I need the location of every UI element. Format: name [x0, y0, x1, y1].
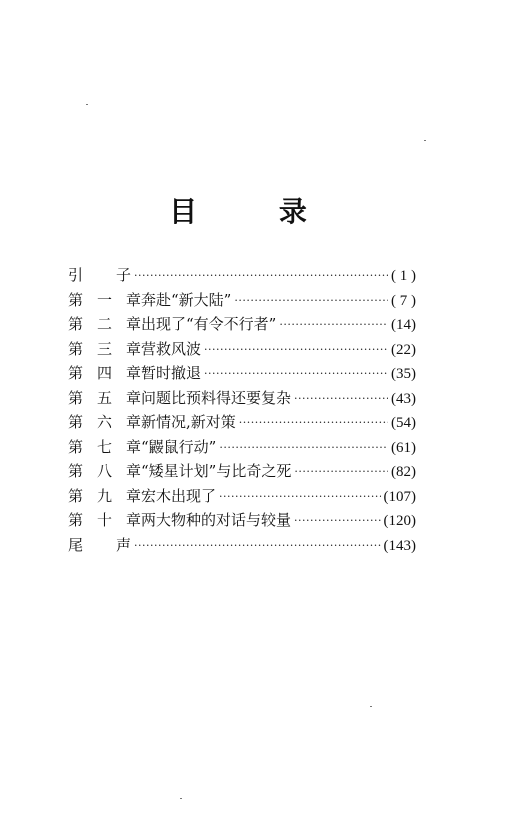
chapter-label-char: 二: [96, 315, 112, 333]
chapter-title: 两大物种的对话与较量: [141, 511, 292, 529]
chapter-label: [68, 411, 141, 432]
chapter-label-char: 五: [96, 388, 112, 407]
page-number: (82): [391, 464, 416, 480]
chapter-label-char: 六: [96, 413, 112, 431]
chapter-title: 奔赴“新大陆”: [141, 290, 232, 309]
chapter-label-char: 第: [68, 339, 84, 358]
chapter-label: [68, 509, 141, 530]
chapter-label: [68, 264, 131, 285]
toc-entry: [68, 264, 416, 289]
chapter-label-char: 三: [96, 339, 112, 358]
dot-leader: [204, 367, 388, 380]
toc-entry: [68, 338, 416, 363]
chapter-label-char: 章: [125, 413, 141, 431]
toc-entry: [68, 289, 416, 314]
chapter-label: [68, 485, 141, 506]
chapter-label-char: 声: [115, 535, 131, 554]
chapter-label-char: 第: [68, 388, 84, 407]
chapter-label: [68, 338, 141, 359]
chapter-title: 新情况,新对策: [141, 413, 236, 431]
chapter-label-char: 章: [125, 462, 141, 480]
chapter-label-char: 章: [125, 486, 141, 505]
page-number: (22): [391, 341, 416, 358]
page-number: (143): [383, 537, 416, 554]
chapter-label-char: 九: [96, 486, 112, 505]
chapter-label-char: 章: [125, 315, 141, 333]
page-number: (61): [391, 439, 416, 456]
dot-leader: [204, 343, 388, 356]
chapter-label-char: 第: [68, 511, 84, 529]
toc-entry: [68, 362, 416, 387]
page-title: 目 录: [169, 195, 343, 228]
chapter-title: 出现了“有令不行者”: [141, 315, 277, 333]
chapter-label-char: 章: [125, 290, 141, 309]
chapter-label-char: 第: [68, 315, 84, 333]
dot-leader: [294, 514, 380, 527]
chapter-label-char: 引: [68, 266, 84, 284]
dot-leader: [279, 318, 388, 331]
page-number: ( 7 ): [391, 292, 416, 309]
chapter-label-char: 章: [125, 437, 141, 456]
page-number: (14): [391, 317, 416, 333]
dot-leader: [294, 465, 388, 478]
page-number: (43): [391, 390, 416, 407]
toc-entry: [68, 485, 416, 510]
chapter-label-char: 第: [68, 413, 84, 431]
scan-speck: [424, 140, 426, 141]
scan-speck: [180, 798, 182, 799]
chapter-label-char: 第: [68, 364, 84, 382]
chapter-title: “鼹鼠行动”: [141, 437, 217, 456]
chapter-title: 营救风波: [141, 339, 202, 358]
chapter-label: [68, 362, 141, 383]
page-number: (107): [383, 488, 416, 505]
dot-leader: [134, 269, 388, 282]
chapter-title: 暂时撤退: [141, 364, 202, 382]
page-number: ( 1 ): [391, 268, 416, 284]
chapter-label-char: 四: [96, 364, 112, 382]
toc-entry: [68, 534, 416, 559]
chapter-label-char: 八: [96, 462, 112, 480]
page-number: (35): [391, 366, 416, 382]
chapter-title: “矮星计划”与比奇之死: [141, 462, 292, 480]
scan-speck: [370, 706, 372, 707]
chapter-label: [68, 387, 141, 408]
chapter-label-char: 一: [96, 290, 112, 309]
chapter-label: [68, 436, 141, 457]
chapter-label: [68, 289, 141, 310]
chapter-title: 宏木出现了: [141, 486, 217, 505]
toc-entry: [68, 313, 416, 338]
toc-entry: [68, 411, 416, 436]
toc-entry: [68, 387, 416, 412]
chapter-label-char: 第: [68, 462, 84, 480]
chapter-label-char: 章: [125, 339, 141, 358]
toc-entry: [68, 509, 416, 534]
dot-leader: [239, 416, 388, 429]
page-number: (54): [391, 415, 416, 431]
chapter-label-char: 十: [96, 511, 112, 529]
chapter-label-char: 尾: [68, 535, 84, 554]
toc-entry: [68, 460, 416, 485]
chapter-label-char: 章: [125, 364, 141, 382]
dot-leader: [219, 490, 380, 503]
chapter-label-char: 章: [125, 511, 141, 529]
chapter-title: 问题比预料得还要复杂: [141, 388, 292, 407]
chapter-label-char: 第: [68, 486, 84, 505]
chapter-label-char: 第: [68, 437, 84, 456]
page-number: (120): [383, 513, 416, 529]
chapter-label: [68, 313, 141, 334]
chapter-label-char: 子: [115, 266, 131, 284]
table-of-contents: [68, 264, 416, 558]
chapter-label-char: 第: [68, 290, 84, 309]
dot-leader: [294, 392, 388, 405]
chapter-label-char: 七: [96, 437, 112, 456]
chapter-label: [68, 534, 131, 555]
dot-leader: [234, 294, 388, 307]
toc-entry: [68, 436, 416, 461]
dot-leader: [219, 441, 388, 454]
chapter-label-char: 章: [125, 388, 141, 407]
dot-leader: [134, 539, 381, 552]
scan-speck: [86, 104, 88, 105]
chapter-label: [68, 460, 141, 481]
